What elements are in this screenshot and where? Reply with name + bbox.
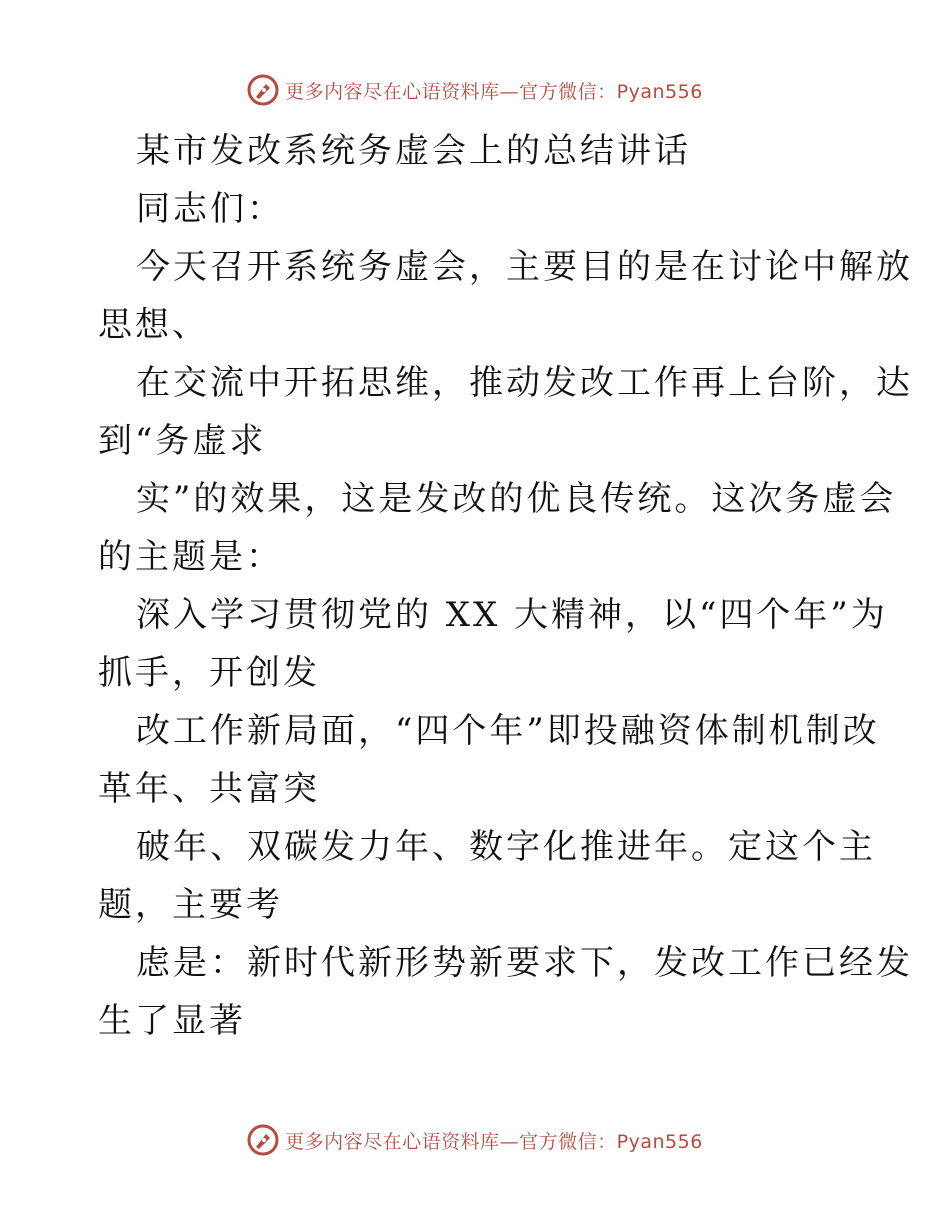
document-title: 某市发改系统务虚会上的总结讲话 [136,131,691,171]
paragraph-line: 思想、 [98,305,209,345]
pen-nib-icon [247,74,279,106]
paragraph-line: 到“务虚求 [98,421,267,461]
paragraph-line: 破年、双碳发力年、数字化推进年。定这个主 [136,827,876,867]
paragraph-line: 题，主要考 [98,885,283,925]
watermark-text: 更多内容尽在心语资料库—官方微信：Pyan556 [285,1130,703,1153]
footer-watermark [0,1120,950,1160]
paragraph-line: 革年、共富突 [98,769,320,809]
header-watermark [0,70,950,110]
paragraph-line: 抓手，开创发 [98,653,320,693]
paragraph-line: 今天召开系统务虚会，主要目的是在讨论中解放 [136,247,913,287]
paragraph-line: 深入学习贯彻党的 XX 大精神，以“四个年”为 [136,595,888,635]
document-body [98,122,913,1050]
paragraph-line: 实”的效果，这是发改的优良传统。这次务虚会 [136,479,897,519]
paragraph-line: 在交流中开拓思维，推动发改工作再上台阶，达 [136,363,913,403]
paragraph-line: 的主题是： [98,537,283,577]
paragraph-line: 改工作新局面，“四个年”即投融资体制机制改 [136,711,880,751]
paragraph-line: 虑是：新时代新形势新要求下，发改工作已经发 [136,943,913,983]
pen-nib-icon [247,1124,279,1156]
paragraph-line: 生了显著 [98,1001,246,1041]
watermark-text: 更多内容尽在心语资料库—官方微信：Pyan556 [285,80,703,103]
salutation: 同志们： [136,189,284,229]
